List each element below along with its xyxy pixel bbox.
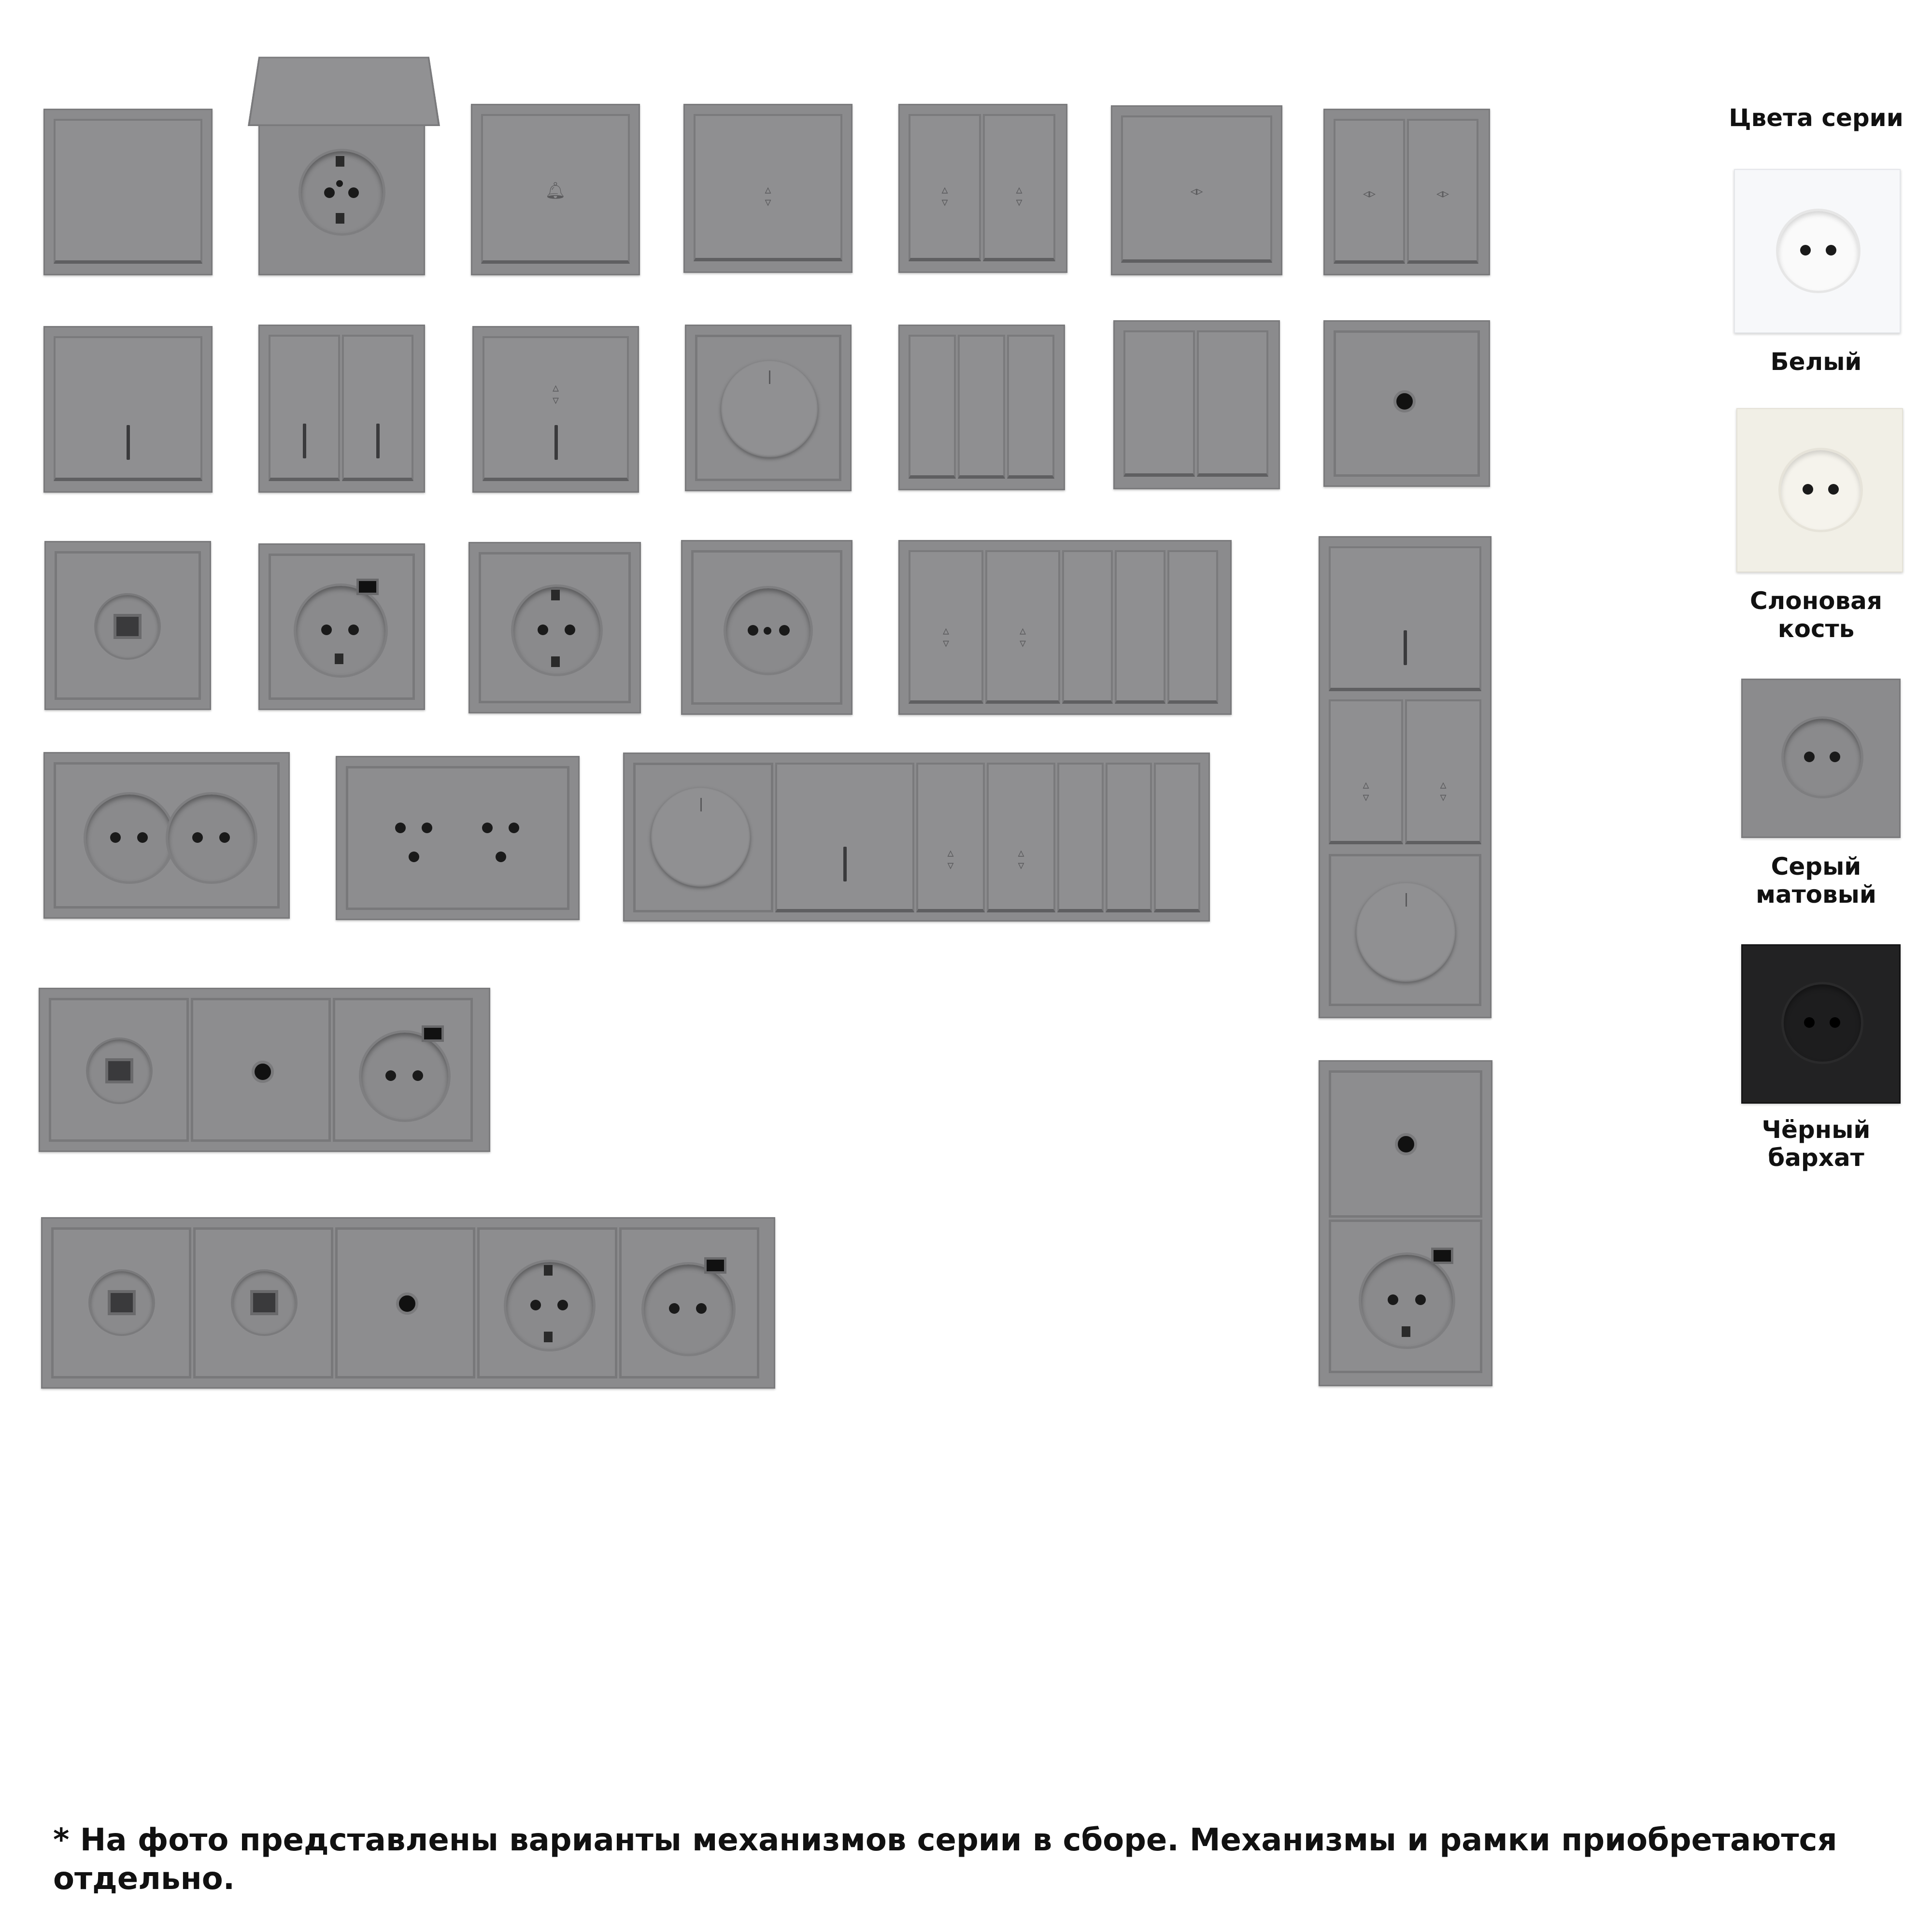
footnote: * На фото представлены варианты механизмов серии в сборе. Механизмы и рамки приобретаются отдельно. (53, 1822, 1837, 1897)
socket-insert (298, 149, 385, 236)
rj45-port[interactable] (94, 593, 161, 660)
indicator (303, 424, 306, 458)
updown-arrow-icon: ▵ ▿ (1018, 846, 1024, 873)
cross-switch-double (1323, 109, 1490, 275)
vertical-frame-3 (1319, 536, 1492, 1018)
coax-connector[interactable] (1395, 1133, 1417, 1155)
socket-insert-left[interactable] (84, 792, 175, 884)
swatch-socket (1778, 448, 1863, 532)
five-gang-switch (898, 540, 1232, 715)
cross-switch-single (1111, 105, 1282, 275)
color-label-gray: Серый матовый (1756, 852, 1876, 909)
updown-arrow-icon: ▵ ▿ (1363, 778, 1369, 805)
data-socket (44, 541, 211, 710)
usb-socket-insert[interactable] (1359, 1252, 1455, 1349)
swatch-socket (1776, 209, 1861, 293)
color-label-white: Белый (1770, 348, 1862, 376)
lit-switch-key[interactable] (1329, 546, 1481, 691)
updown-arrow-icon: ▵ ▿ (552, 381, 559, 408)
lit-switch-double (258, 325, 425, 493)
leftright-arrow-icon: ◃▹ (1190, 184, 1203, 199)
switch-key[interactable] (54, 336, 202, 481)
pass-switch-key-right[interactable] (1405, 699, 1481, 844)
coax-connector[interactable] (252, 1061, 274, 1083)
leftright-arrow-icon: ◃▹ (1436, 186, 1449, 201)
swatch-socket (1781, 982, 1863, 1064)
double-socket-frame (346, 766, 569, 910)
usb-socket-insert[interactable] (641, 1262, 736, 1356)
pass-switch-key-left[interactable] (1329, 699, 1403, 844)
double-socket-no-ground (336, 756, 580, 920)
dimmer-knob[interactable] (1356, 883, 1455, 982)
bell-key[interactable] (481, 114, 630, 264)
triple-switch (898, 325, 1065, 490)
coax-connector[interactable] (1393, 390, 1416, 412)
pass-switch-key-right[interactable] (987, 763, 1055, 912)
switch-key-left[interactable] (909, 114, 981, 261)
color-label-black: Чёрный бархат (1762, 1116, 1871, 1172)
updown-arrow-icon: ▵ ▿ (1019, 624, 1026, 651)
socket-insert[interactable] (511, 584, 603, 676)
color-swatch-black[interactable] (1741, 944, 1901, 1104)
socket-lid[interactable] (248, 57, 440, 126)
indicator (127, 425, 130, 460)
tv-socket (1323, 320, 1490, 487)
lit-pass-switch (472, 326, 639, 493)
switch-key-5[interactable] (1167, 550, 1218, 704)
switch-key-4[interactable] (1115, 550, 1165, 704)
switch-key-left[interactable] (269, 335, 340, 481)
socket-with-lid (258, 109, 425, 275)
switch-key[interactable] (694, 114, 842, 261)
switch-key-right[interactable] (983, 114, 1055, 261)
updown-arrow-icon: ▵ ▿ (1016, 183, 1023, 210)
grounded-socket (469, 542, 641, 713)
vertical-frame-2 (1319, 1060, 1492, 1386)
horizontal-frame-5 (41, 1217, 775, 1389)
switch-key-2[interactable] (958, 335, 1005, 479)
usb-port[interactable] (1431, 1248, 1453, 1264)
updown-arrow-icon: ▵ ▿ (942, 624, 950, 651)
color-swatch-white[interactable] (1734, 169, 1901, 333)
updown-arrow-icon: ▵ ▿ (765, 183, 771, 210)
pass-switch-single (683, 104, 852, 273)
switch-key[interactable] (483, 336, 629, 481)
indicator (1404, 630, 1407, 665)
color-swatch-gray[interactable] (1741, 679, 1901, 838)
double-socket (43, 752, 290, 919)
usb-port[interactable] (704, 1257, 726, 1274)
switch-key-1[interactable] (909, 335, 956, 479)
socket-insert[interactable] (294, 583, 388, 678)
horizontal-combo-frame (623, 753, 1210, 922)
switch-key[interactable] (54, 119, 202, 264)
switch-key-right[interactable] (1197, 330, 1268, 477)
indicator (554, 425, 558, 460)
coax-connector[interactable] (396, 1293, 418, 1315)
switch-key-left[interactable] (1123, 330, 1195, 477)
updown-arrow-icon: ▵ ▿ (1440, 778, 1447, 805)
switch-key-3[interactable] (1062, 550, 1113, 704)
switch-key-3[interactable] (1007, 335, 1054, 479)
usb-socket (258, 543, 425, 710)
switch-key-1[interactable] (909, 550, 983, 704)
bell-icon: 🔔︎ (545, 181, 566, 201)
usb-port[interactable] (356, 579, 379, 595)
switch-key-left[interactable] (1334, 119, 1405, 264)
rj45-port[interactable] (86, 1037, 153, 1104)
dimmer-knob[interactable] (651, 788, 750, 887)
color-label-ivory: Слоновая кость (1749, 587, 1883, 643)
rotary-dimmer (685, 325, 852, 491)
switch-key-2[interactable] (985, 550, 1060, 704)
switch-key-right[interactable] (1407, 119, 1478, 264)
pass-switch-key-left[interactable] (916, 763, 985, 912)
switch-key-b[interactable] (1106, 763, 1152, 912)
updown-arrow-icon: ▵ ▿ (947, 846, 954, 873)
indicator (843, 847, 847, 881)
bell-button (471, 104, 640, 275)
rj45-port-2[interactable] (231, 1269, 298, 1336)
socket-insert[interactable] (359, 1030, 451, 1122)
switch-single (43, 109, 213, 275)
switch-key-c[interactable] (1154, 763, 1200, 912)
lit-switch-single (43, 326, 213, 493)
swatch-socket (1781, 716, 1863, 798)
updown-arrow-icon: ▵ ▿ (941, 183, 948, 210)
leftright-arrow-icon: ◃▹ (1363, 186, 1376, 201)
color-swatch-ivory[interactable] (1736, 408, 1903, 572)
socket-insert[interactable] (504, 1260, 596, 1351)
double-switch (1113, 320, 1280, 489)
lit-switch-key[interactable] (775, 763, 914, 912)
horizontal-frame-3 (39, 988, 490, 1152)
pass-switch-double (898, 104, 1067, 273)
socket-no-ground (681, 540, 852, 715)
colors-title: Цвета серии (1729, 104, 1904, 132)
switch-key-a[interactable] (1057, 763, 1104, 912)
rj45-port-1[interactable] (88, 1269, 155, 1336)
indicator (376, 424, 380, 458)
switch-key[interactable] (1121, 115, 1272, 263)
usb-port[interactable] (422, 1025, 444, 1042)
switch-key-right[interactable] (342, 335, 413, 481)
socket-insert[interactable] (724, 586, 813, 675)
dimmer-knob[interactable] (721, 361, 818, 457)
socket-insert-right[interactable] (166, 792, 257, 884)
